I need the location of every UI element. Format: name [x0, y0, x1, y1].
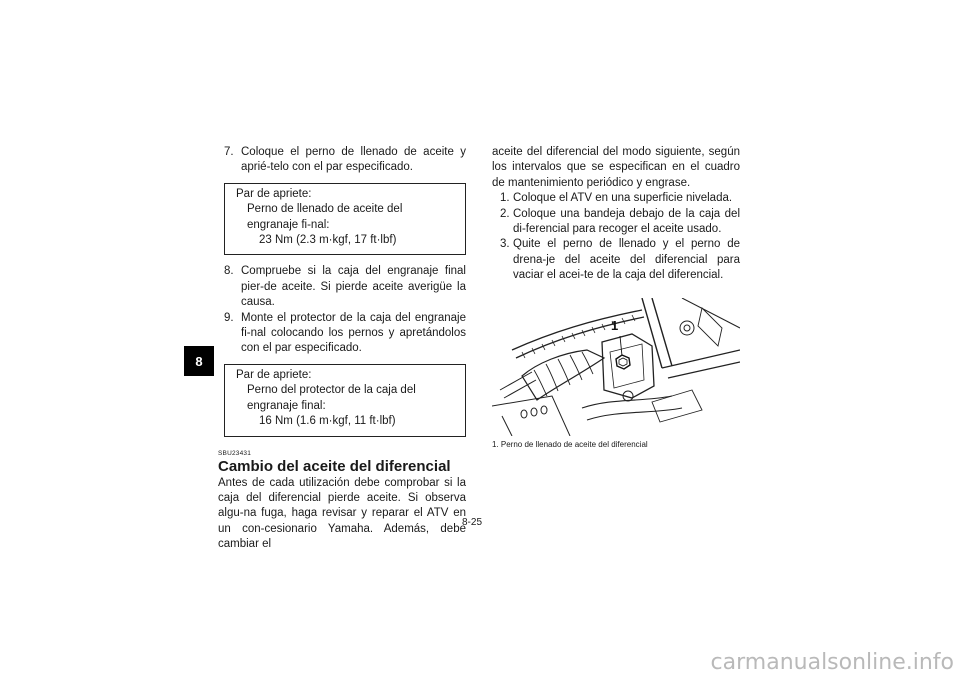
step-number: 1.: [500, 192, 510, 205]
watermark: carmanualsonline.info: [710, 650, 954, 675]
step-1: [492, 191, 740, 206]
section-paragraph: Antes de cada utilización debe comprobar si la caja del diferencial pierde aceite. Si observa algu-na fuga, haga revisar y reparar el ATV en un con-cesionario Yamaha. Además, debe cambiar el: [218, 476, 466, 551]
step-text: Monte el protector de la caja del engranaje fi-nal colocando los pernos y apretándolos con el par especificado.: [241, 311, 466, 355]
section-title: Cambio del aceite del diferencial: [218, 457, 451, 475]
step-text: Compruebe si la caja del engranaje final pier-de aceite. Si pierde aceite averigüe la causa.: [241, 265, 466, 309]
step-7: [218, 145, 466, 176]
step-8: [218, 264, 466, 310]
spec-value: 16 Nm (1.6 m·kgf, 11 ft·lbf): [259, 415, 396, 428]
spec-value: 23 Nm (2.3 m·kgf, 17 ft·lbf): [259, 234, 397, 247]
step-number: 8.: [224, 265, 234, 278]
figure-callout: 1: [611, 317, 619, 333]
right-column: [492, 145, 740, 450]
section-code: SBU23431: [218, 449, 252, 457]
chapter-number: 8: [195, 353, 203, 369]
torque-spec-box: [224, 364, 466, 437]
spec-title: Par de apriete:: [236, 368, 312, 381]
chapter-tab: [184, 346, 214, 376]
step-number: 2.: [500, 207, 510, 220]
step-9: [218, 311, 466, 357]
line-drawing: [492, 298, 740, 436]
step-text: Quite el perno de llenado y el perno de drena-je del aceite del diferencial para vaciar el acei-te de la caja del diferencial.: [513, 238, 740, 282]
step-text: Coloque el perno de llenado de aceite y aprié-telo con el par especificado.: [241, 146, 466, 174]
step-text: Coloque una bandeja debajo de la caja del di-ferencial para recoger el aceite usado.: [513, 207, 740, 236]
differential-illustration: [492, 298, 740, 436]
step-3: [492, 237, 740, 283]
step-number: 9.: [224, 311, 234, 324]
spec-item: Perno del protector de la caja del engranaje final:: [247, 384, 416, 412]
figure-caption: 1. Perno de llenado de aceite del diferencial: [492, 439, 648, 449]
torque-spec-box: [224, 183, 466, 256]
step-2: [492, 207, 740, 238]
step-text: Coloque el ATV en una superficie nivelada.: [513, 192, 733, 205]
continued-paragraph: aceite del diferencial del modo siguiente, según los intervalos que se especifican en el cuadro de mantenimiento periódico y engrase.: [492, 146, 740, 189]
step-number: 3.: [500, 238, 510, 251]
spec-item: Perno de llenado de aceite del engranaje fi-nal:: [247, 203, 403, 231]
spec-title: Par de apriete:: [236, 187, 312, 200]
left-column: [218, 145, 466, 553]
step-number: 7.: [224, 146, 234, 158]
page-number: 8-25: [462, 517, 483, 528]
